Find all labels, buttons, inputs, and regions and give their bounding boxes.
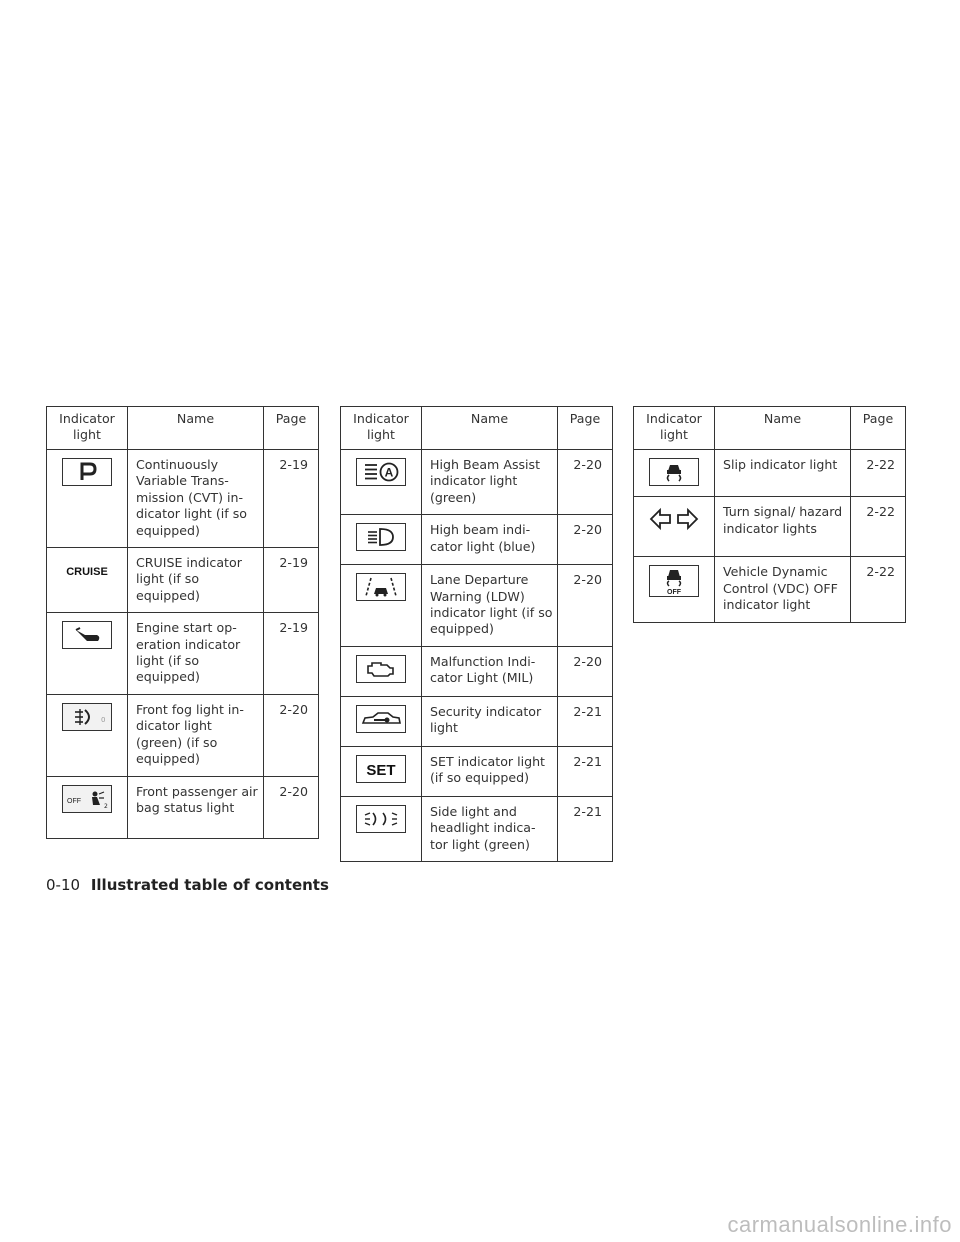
table-row <box>47 613 319 695</box>
row-name: Lane Departure Warning (LDW) indicator light (if so equipped) <box>422 565 558 647</box>
watermark: carmanualsonline.info <box>727 1212 952 1237</box>
row-page: 2-19 <box>264 548 319 613</box>
row-page: 2-19 <box>264 613 319 695</box>
row-name: Security indicator light <box>422 696 558 746</box>
table-header-row <box>341 407 613 450</box>
row-page: 2-20 <box>264 776 319 838</box>
lane-departure-icon <box>356 573 406 601</box>
front-fog-icon <box>62 703 112 731</box>
row-page: 2-20 <box>264 694 319 776</box>
engine-mil-icon <box>356 655 406 683</box>
header-indicator: Indicator light <box>341 407 422 450</box>
row-page: 2-20 <box>558 450 613 515</box>
row-name: Continuously Variable Trans- mission (CVT) in- dicator light (if so equipped) <box>128 450 264 548</box>
header-page: Page <box>264 407 319 450</box>
table-row <box>47 548 319 613</box>
table-header-row <box>634 407 906 450</box>
indicator-table-2 <box>340 406 613 862</box>
header-page: Page <box>558 407 613 450</box>
high-beam-icon <box>356 523 406 551</box>
table-row <box>341 696 613 746</box>
table-row <box>634 450 906 497</box>
svg-text:0: 0 <box>101 715 106 724</box>
cruise-icon-text: CRUISE <box>66 566 108 579</box>
row-name: Side light and headlight indica- tor light (green) <box>422 796 558 861</box>
table-row <box>47 450 319 548</box>
row-name: Engine start op- eration indicator light (if so equipped) <box>128 613 264 695</box>
indicator-table-1 <box>46 406 319 839</box>
security-car-key-icon <box>356 705 406 733</box>
header-name: Name <box>128 407 264 450</box>
row-page: 2-22 <box>851 450 906 497</box>
table-row <box>341 565 613 647</box>
row-name: Vehicle Dynamic Control (VDC) OFF indicator light <box>715 557 851 622</box>
header-page: Page <box>851 407 906 450</box>
indicator-table-3 <box>633 406 906 623</box>
header-indicator: Indicator light <box>47 407 128 450</box>
row-name: Front fog light in- dicator light (green) (if so equipped) <box>128 694 264 776</box>
row-name: Turn signal/ hazard indicator lights <box>715 497 851 557</box>
row-name: High beam indi- cator light (blue) <box>422 515 558 565</box>
header-name: Name <box>715 407 851 450</box>
row-page: 2-19 <box>264 450 319 548</box>
section-title: Illustrated table of contents <box>90 876 329 894</box>
table-row <box>341 746 613 796</box>
set-icon <box>356 755 406 783</box>
row-page: 2-21 <box>558 696 613 746</box>
svg-text:2: 2 <box>104 802 108 810</box>
header-name: Name <box>422 407 558 450</box>
airbag-off-text: OFF <box>67 797 81 805</box>
set-icon-text: SET <box>366 761 396 779</box>
airbag-off-icon <box>62 785 112 813</box>
row-page: 2-20 <box>558 565 613 647</box>
table-row <box>341 796 613 861</box>
row-name: CRUISE indicator light (if so equipped) <box>128 548 264 613</box>
row-page: 2-22 <box>851 497 906 557</box>
svg-text:A: A <box>384 465 394 480</box>
table-row <box>634 497 906 557</box>
vdc-off-text: OFF <box>667 589 681 597</box>
row-page: 2-21 <box>558 796 613 861</box>
row-name: Malfunction Indi- cator Light (MIL) <box>422 646 558 696</box>
table-row <box>341 515 613 565</box>
row-page: 2-22 <box>851 557 906 622</box>
table-header-row <box>47 407 319 450</box>
engine-start-icon <box>62 621 112 649</box>
row-name: Slip indicator light <box>715 450 851 497</box>
cruise-icon <box>60 556 114 584</box>
header-indicator: Indicator light <box>634 407 715 450</box>
page-footer <box>46 876 329 894</box>
turn-signal-icon <box>647 505 701 533</box>
slip-icon <box>649 458 699 486</box>
table-row <box>47 694 319 776</box>
row-name: High Beam Assist indicator light (green) <box>422 450 558 515</box>
table-row <box>341 646 613 696</box>
p-park-icon <box>62 458 112 486</box>
side-headlight-icon <box>356 805 406 833</box>
row-page: 2-20 <box>558 646 613 696</box>
high-beam-assist-icon <box>356 458 406 486</box>
page-number: 0-10 <box>46 876 81 894</box>
row-name: SET indicator light (if so equipped) <box>422 746 558 796</box>
row-name: Front passenger air bag status light <box>128 776 264 838</box>
vdc-off-icon <box>649 565 699 597</box>
row-page: 2-21 <box>558 746 613 796</box>
table-row <box>47 776 319 838</box>
table-row <box>634 557 906 622</box>
row-page: 2-20 <box>558 515 613 565</box>
table-row <box>341 450 613 515</box>
